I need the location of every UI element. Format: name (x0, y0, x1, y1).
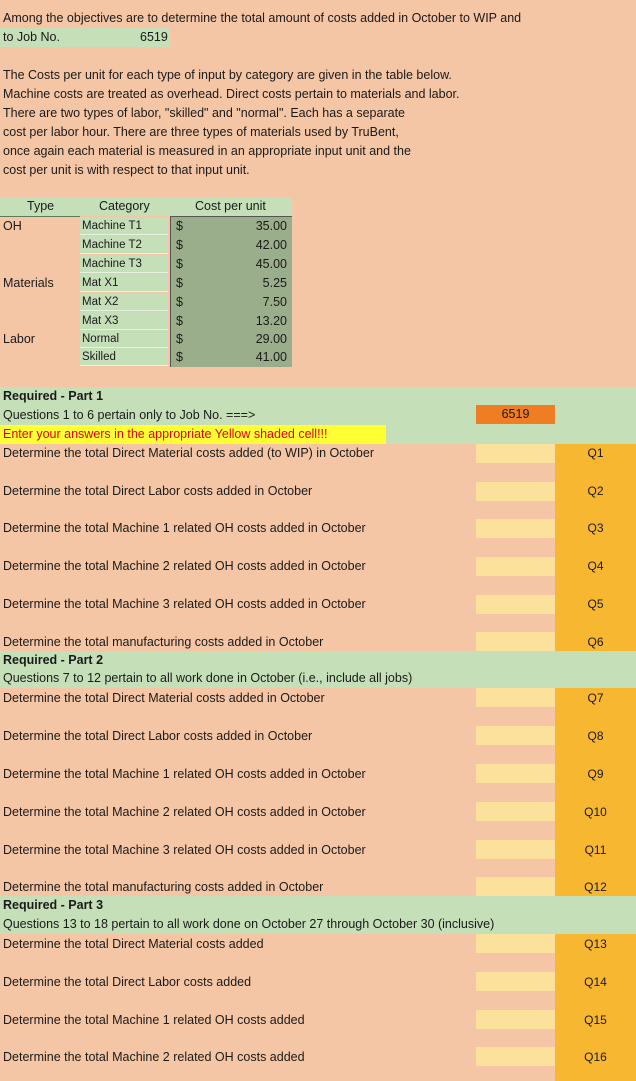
answer-cell-q1[interactable] (476, 444, 555, 463)
question-label: Determine the total Machine 1 related OH costs added in October (3, 767, 366, 781)
question-tag: Q16 (584, 1050, 607, 1064)
value-cell[interactable]: 42.00 (193, 236, 292, 255)
answer-cell-q4[interactable] (476, 557, 555, 576)
type-cell (3, 236, 77, 255)
part3-title: Required - Part 3 (3, 898, 104, 912)
question-label: Determine the total Direct Labor costs added in October (3, 729, 313, 743)
answer-cell-q9[interactable] (476, 764, 555, 783)
description-line: Machine costs are treated as overhead. Direct costs pertain to materials and labor. (3, 87, 460, 101)
question-label: Determine the total manufacturing costs added in October (3, 880, 324, 894)
question-tag: Q11 (584, 843, 607, 857)
category-cell: Mat X1 (80, 274, 168, 292)
question-tag: Q4 (587, 559, 604, 573)
question-label: Determine the total Direct Material costs added in October (3, 691, 325, 705)
type-cell (3, 255, 77, 274)
job-number-row (0, 28, 170, 47)
currency-cell: $ (171, 236, 193, 255)
value-cell[interactable]: 7.50 (193, 293, 292, 312)
question-tag: Q1 (587, 446, 604, 460)
question-label: Determine the total Machine 2 related OH costs added (3, 1050, 305, 1064)
intro-line: Among the objectives are to determine the total amount of costs added in October to WIP and (3, 11, 522, 25)
question-tag: Q7 (587, 691, 604, 705)
value-cell[interactable]: 41.00 (193, 348, 292, 367)
currency-cell: $ (171, 255, 193, 274)
instruction-banner: Enter your answers in the appropriate Yellow shaded cell!!! (0, 425, 386, 444)
answer-cell-q8[interactable] (476, 726, 555, 745)
question-tag: Q13 (584, 937, 607, 951)
description-line: once again each material is measured in an appropriate input unit and the (3, 144, 411, 158)
question-label: Determine the total Machine 1 related OH costs added in October (3, 521, 366, 535)
description-line: There are two types of labor, "skilled" and "normal". Each has a separate (3, 106, 405, 120)
question-label: Determine the total Direct Material costs added (3, 937, 264, 951)
value-cell[interactable]: 35.00 (193, 217, 292, 236)
answer-cell-q16[interactable] (476, 1047, 555, 1066)
currency-cell: $ (171, 274, 193, 293)
type-cell: OH (3, 219, 22, 233)
question-label: Determine the total Machine 2 related OH costs added in October (3, 559, 366, 573)
header-category: Category (99, 199, 150, 213)
type-cell (3, 348, 77, 367)
question-label: Determine the total Machine 2 related OH costs added in October (3, 805, 366, 819)
description-line: The Costs per unit for each type of input by category are given in the table below. (3, 68, 452, 82)
answer-cell-q10[interactable] (476, 802, 555, 821)
question-tag: Q12 (584, 880, 607, 894)
currency-cell: $ (171, 330, 193, 349)
question-label: Determine the total Machine 3 related OH costs added in October (3, 843, 366, 857)
job-label: to Job No. (3, 30, 60, 44)
question-label: Determine the total Direct Material costs added (to WIP) in October (3, 446, 374, 460)
category-cell: Skilled (80, 348, 168, 366)
answer-cell-q5[interactable] (476, 595, 555, 614)
part1-title: Required - Part 1 (3, 389, 104, 403)
type-cell (3, 293, 77, 312)
currency-cell: $ (171, 293, 193, 312)
answer-cell-q3[interactable] (476, 519, 555, 538)
answer-cell-q7[interactable] (476, 688, 555, 707)
value-cell[interactable]: 5.25 (193, 274, 292, 293)
value-cell[interactable]: 45.00 (193, 255, 292, 274)
type-cell: Labor (3, 332, 35, 346)
question-tag: Q6 (587, 635, 604, 649)
part1-job-number[interactable]: 6519 (476, 405, 555, 424)
part2-title: Required - Part 2 (3, 653, 104, 667)
answer-cell-q13[interactable] (476, 934, 555, 953)
value-cell[interactable]: 29.00 (193, 330, 292, 349)
value-cell[interactable]: 13.20 (193, 312, 292, 331)
part1-subtitle: Questions 1 to 6 pertain only to Job No. ===> (3, 408, 256, 422)
category-cell: Machine T2 (80, 236, 168, 254)
question-tag: Q5 (587, 597, 604, 611)
description-line: cost per labor hour. There are three types of materials used by TruBent, (3, 125, 399, 139)
answer-cell-q12[interactable] (476, 877, 555, 896)
question-label: Determine the total manufacturing costs added in October (3, 635, 324, 649)
question-tag: Q2 (587, 484, 604, 498)
question-tag: Q10 (584, 805, 607, 819)
currency-cell: $ (171, 348, 193, 367)
currency-cell: $ (171, 217, 193, 236)
question-tag: Q8 (587, 729, 604, 743)
part3-subtitle: Questions 13 to 18 pertain to all work done on October 27 through October 30 (inclusive) (3, 917, 495, 931)
question-tag: Q14 (584, 975, 607, 989)
answer-cell-q6[interactable] (476, 632, 555, 651)
question-label: Determine the total Direct Labor costs added in October (3, 484, 313, 498)
category-cell: Machine T3 (80, 255, 168, 273)
job-number[interactable]: 6519 (140, 30, 168, 44)
currency-cell: $ (171, 312, 193, 331)
category-cell: Machine T1 (80, 217, 168, 235)
header-type: Type (27, 199, 55, 213)
answer-cell-q11[interactable] (476, 840, 555, 859)
type-cell: Materials (3, 276, 54, 290)
category-cell: Mat X2 (80, 293, 168, 311)
header-cost: Cost per unit (195, 199, 266, 213)
answer-cell-q14[interactable] (476, 972, 555, 991)
question-tag: Q15 (584, 1013, 607, 1027)
answer-cell-q15[interactable] (476, 1010, 555, 1029)
q-column (555, 444, 636, 651)
category-cell: Mat X3 (80, 312, 168, 330)
question-label: Determine the total Direct Labor costs added (3, 975, 252, 989)
answer-cell-q2[interactable] (476, 482, 555, 501)
category-cell: Normal (80, 330, 168, 348)
question-tag: Q9 (587, 767, 604, 781)
description-line: cost per unit is with respect to that input unit. (3, 163, 250, 177)
q-column (555, 688, 636, 896)
question-tag: Q3 (587, 521, 604, 535)
part2-subtitle: Questions 7 to 12 pertain to all work done in October (i.e., include all jobs) (3, 671, 413, 685)
question-label: Determine the total Machine 3 related OH costs added in October (3, 597, 366, 611)
table-header (0, 198, 292, 216)
question-label: Determine the total Machine 1 related OH costs added (3, 1013, 305, 1027)
type-cell (3, 312, 77, 331)
